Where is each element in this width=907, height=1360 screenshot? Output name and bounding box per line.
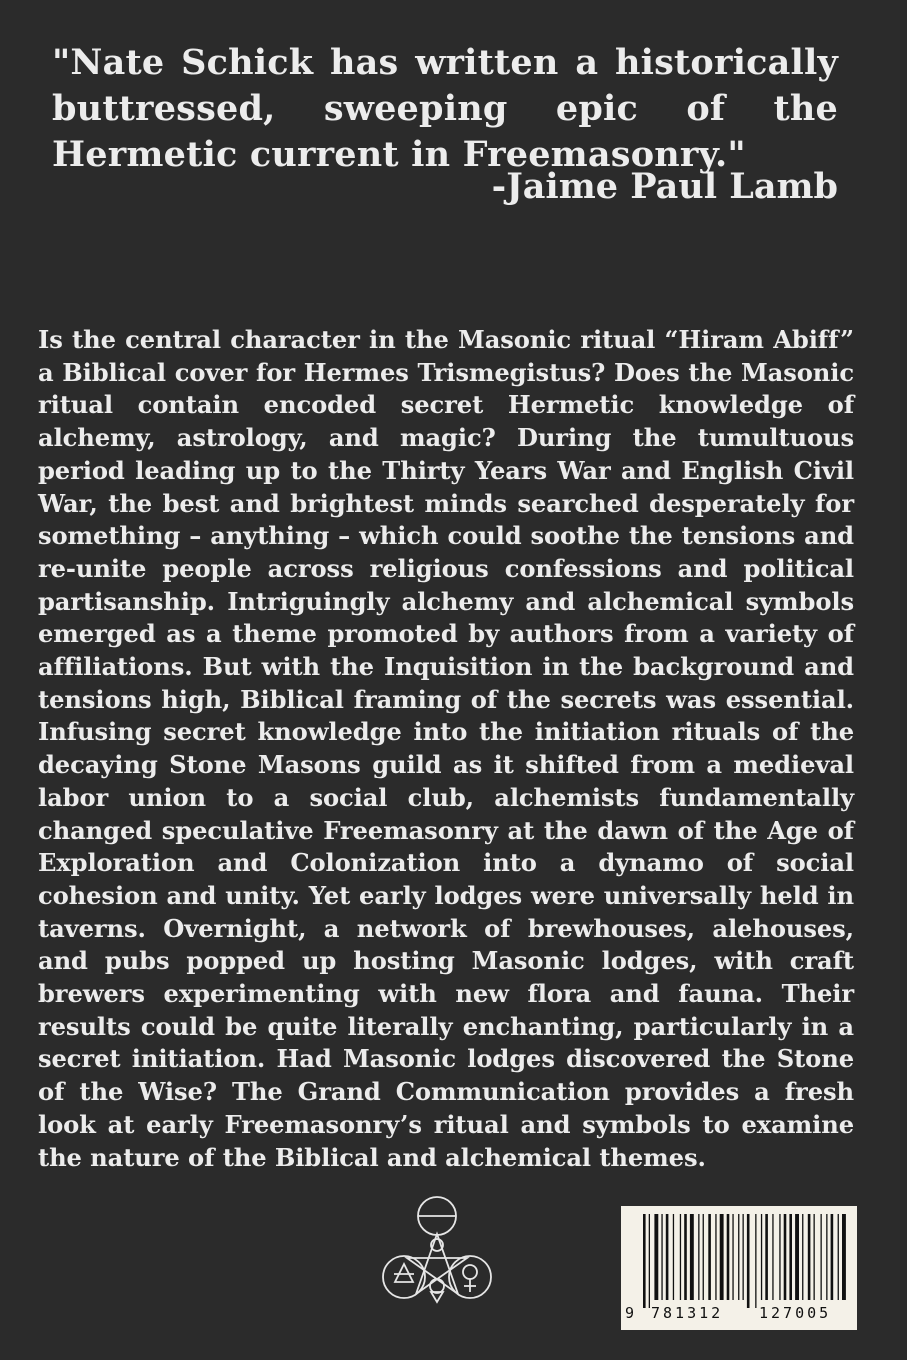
barcode-bar [727,1214,730,1300]
barcode-bar [690,1214,694,1300]
barcode-bar [747,1214,750,1308]
barcode-bar [654,1214,658,1300]
isbn-digits [621,1302,857,1326]
alchemical-emblem-icon [376,1190,498,1310]
barcode-bar [795,1214,799,1300]
barcode-bar [684,1214,687,1300]
barcode-bar [680,1214,681,1300]
isbn-left-group: 781312 [651,1304,724,1322]
isbn-barcode [621,1206,857,1330]
barcode-bar [761,1214,762,1300]
barcode-bar [826,1214,827,1300]
barcode-bar [789,1214,792,1300]
barcode-bar [808,1214,811,1300]
isbn-prefix-digit: 9 [625,1304,635,1322]
barcode-bar [779,1214,780,1300]
barcode-bar [732,1214,733,1300]
barcode-bar [821,1214,822,1300]
barcode-bar [765,1214,768,1300]
isbn-right-group: 127005 [759,1304,832,1322]
barcode-bar [666,1214,669,1300]
barcode-bar [708,1214,711,1300]
barcode-bar [842,1214,846,1300]
barcode-bar [772,1214,773,1300]
barcode-bar [738,1214,739,1300]
barcode-bar [784,1214,787,1300]
barcode-bar [698,1214,699,1300]
endorsement-attribution: -Jaime Paul Lamb [491,166,838,207]
barcode-bar [831,1214,834,1300]
barcode-bar [649,1214,650,1308]
barcode-bar [755,1214,756,1308]
book-description: Is the central character in the Masonic ritual “Hiram Abiff” a Biblical cover for Hermes Trismegistus? Does the Masonic ritual contain encoded secret Hermetic knowledge of alchemy, astrology, and magic? During the tumultuous period leading up to the Thirty Years War and English Civil War, the best and brightest minds searched desperately for something – anything – which could soothe the tensions and re-unite people across religious confessions and political partisanship. Intriguingly alchemy and alchemical symbols emerged as a theme promoted by authors from a variety of affiliations. But with the Inquisition in the background and tensions high, Biblical framing of the secrets was essential. Infusing secret knowledge into the initiation rituals of the decaying Stone Masons guild as it shifted from a medieval labor union to a social club, alchemists fundamentally changed speculative Freemasonry at the dawn of the Age of Exploration and Colonization into a dynamo of social cohesion and unity. Yet early lodges were universally held in taverns. Overnight, a network of brewhouses, alehouses, and pubs popped up hosting Masonic lodges, with craft brewers experimenting with new flora and fauna. Their results could be quite literally enchanting, particularly in a secret initiation. Had Masonic lodges discovered the Stone of the Wise? The Grand Communication provides a fresh look at early Freemasonry’s ritual and symbols to examine the nature of the Biblical and alchemical themes. [38,325,854,1172]
barcode-bar [814,1214,815,1300]
barcode-bar [673,1214,674,1300]
barcode-bar [643,1214,646,1308]
barcode-bar [802,1214,803,1300]
barcode-bar [661,1214,662,1300]
barcode-bar [715,1214,716,1300]
barcode-bar [720,1214,724,1300]
barcode-bar [838,1214,839,1300]
barcode-bar [743,1214,744,1300]
endorsement-quote: "Nate Schick has written a historically buttressed, sweeping epic of the Hermetic current in Freemasonry." [52,42,838,175]
barcode-bar [703,1214,704,1300]
